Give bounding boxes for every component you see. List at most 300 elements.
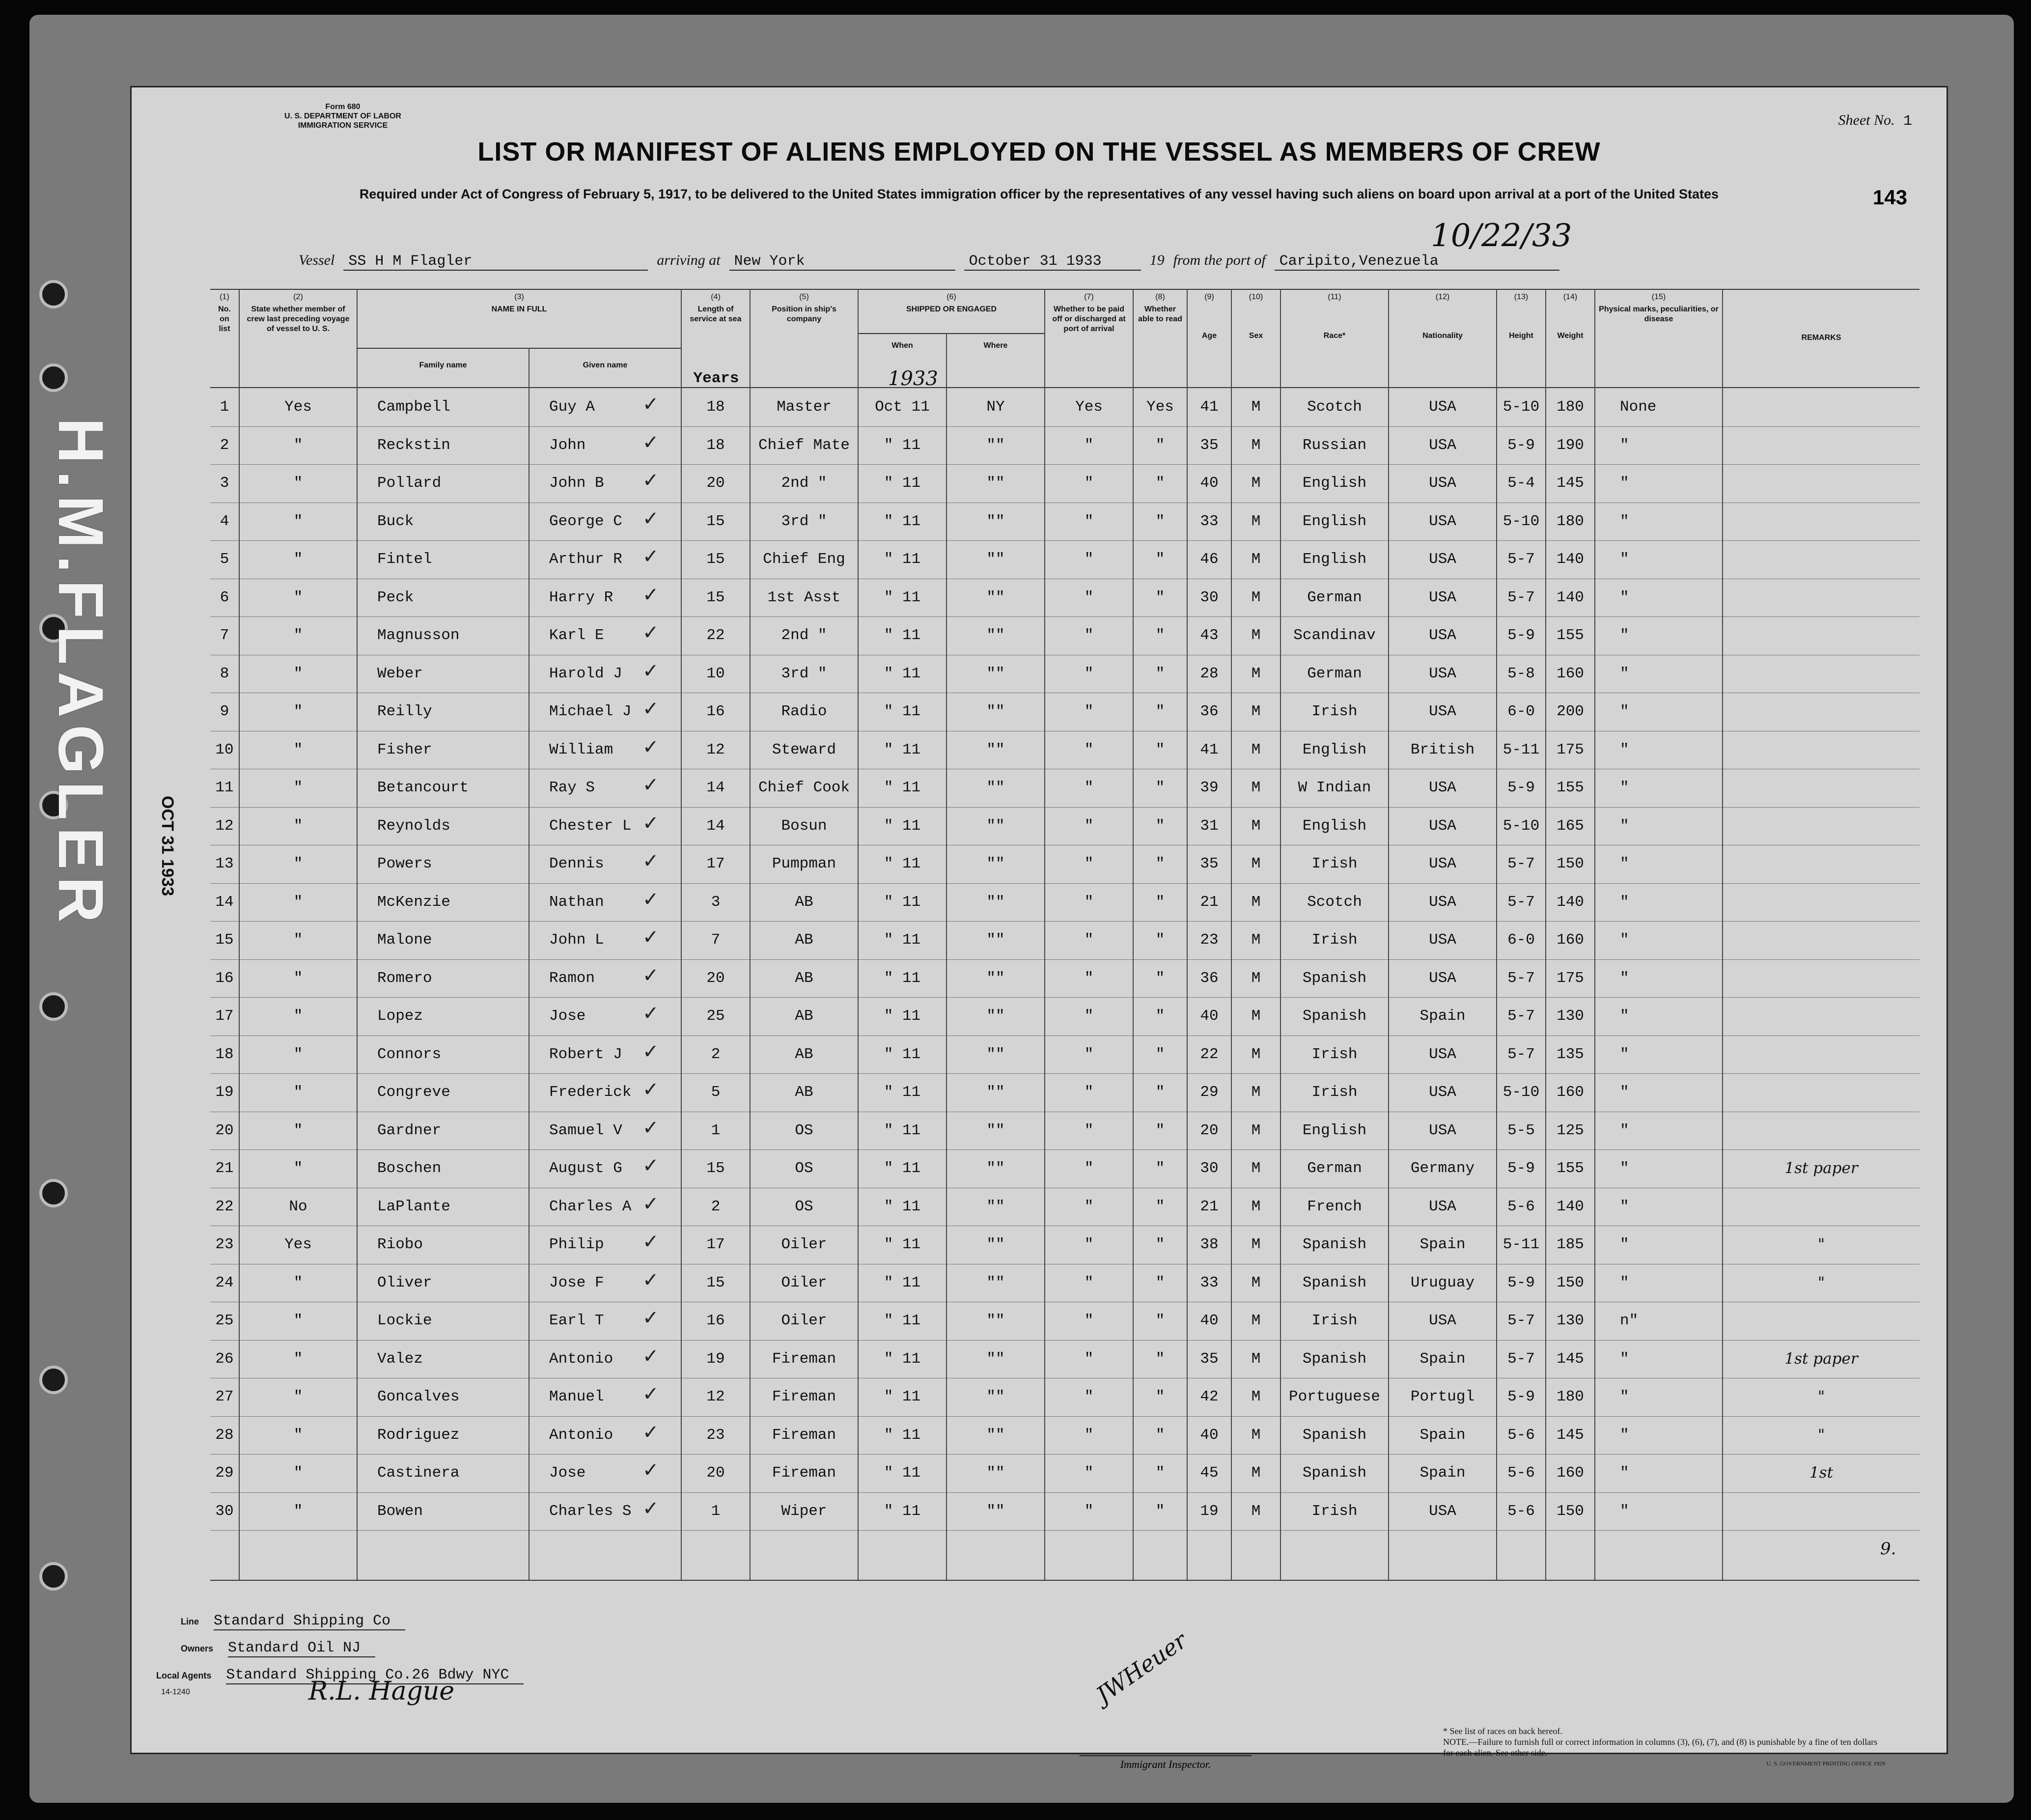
weight-cell: 135 <box>1557 1045 1584 1063</box>
crew-no-cell: 6 <box>220 588 229 606</box>
table-row <box>210 1112 1920 1150</box>
shipped-when-cell: " 11 <box>884 703 921 720</box>
handwritten-year: 1933 <box>888 367 938 390</box>
physical-marks-cell: " <box>1620 1388 1629 1405</box>
height-cell: 5-7 <box>1507 551 1535 568</box>
service-length-cell: 1 <box>711 1502 721 1520</box>
previous-voyage-cell: " <box>293 1350 303 1368</box>
remarks-cell: " <box>1817 1388 1825 1405</box>
physical-marks-cell: " <box>1620 1160 1629 1177</box>
height-cell: 5-10 <box>1502 817 1540 835</box>
position-cell: Radio <box>781 703 827 720</box>
position-cell: Fireman <box>772 1464 836 1482</box>
height-cell: 5-9 <box>1507 436 1535 454</box>
crew-no-cell: 25 <box>215 1312 234 1329</box>
paid-off-cell: " <box>1084 1426 1094 1444</box>
sex-cell: M <box>1251 779 1261 796</box>
able-to-read-cell: " <box>1155 1388 1165 1405</box>
crew-no-cell: 8 <box>220 665 229 682</box>
department-name: U. S. DEPARTMENT OF LABOR <box>284 112 401 120</box>
shipped-when-cell: " 11 <box>884 1198 921 1215</box>
age-cell: 36 <box>1200 969 1219 987</box>
weight-cell: 175 <box>1557 741 1584 758</box>
shipped-where-cell: "" <box>986 1312 1005 1329</box>
binder-hole <box>39 280 68 308</box>
shipped-where-cell: "" <box>986 551 1005 568</box>
sheet-value: 1 <box>1903 113 1912 130</box>
family-name-cell: Bowen <box>377 1502 423 1520</box>
race-cell: English <box>1302 1121 1367 1139</box>
checkmark-icon: ✓ <box>642 1383 659 1405</box>
height-cell: 5-9 <box>1507 627 1535 644</box>
sex-cell: M <box>1251 398 1261 416</box>
sex-cell: M <box>1251 512 1261 530</box>
checkmark-icon: ✓ <box>642 1307 659 1329</box>
col-rule <box>239 289 240 1581</box>
service-length-cell: 17 <box>706 855 725 872</box>
crew-no-cell: 24 <box>215 1274 234 1291</box>
table-row <box>210 845 1920 884</box>
able-to-read-cell: " <box>1155 1045 1165 1063</box>
weight-cell: 150 <box>1557 1274 1584 1291</box>
previous-voyage-cell: " <box>293 627 303 644</box>
able-to-read-cell: " <box>1155 1008 1165 1025</box>
able-to-read-cell: " <box>1155 779 1165 796</box>
able-to-read-cell: " <box>1155 551 1165 568</box>
sex-cell: M <box>1251 1084 1261 1101</box>
height-cell: 5-7 <box>1507 893 1535 911</box>
shipped-where-cell: "" <box>986 779 1005 796</box>
crew-no-cell: 14 <box>215 893 234 911</box>
given-name-cell: Jose <box>549 1008 586 1025</box>
height-cell: 5-7 <box>1507 1312 1535 1329</box>
weight-cell: 180 <box>1557 512 1584 530</box>
race-cell: Irish <box>1311 855 1358 872</box>
shipped-where-cell: "" <box>986 475 1005 492</box>
family-name-cell: Pollard <box>377 475 442 492</box>
race-cell: German <box>1307 588 1362 606</box>
paid-off-cell: " <box>1084 931 1094 949</box>
crew-no-cell: 23 <box>215 1236 234 1253</box>
col-rule <box>1594 289 1595 1581</box>
service-length-cell: 22 <box>706 627 725 644</box>
previous-voyage-cell: " <box>293 741 303 758</box>
paid-off-cell: " <box>1084 512 1094 530</box>
previous-voyage-cell: " <box>293 1121 303 1139</box>
service-length-cell: 16 <box>706 1312 725 1329</box>
service-length-cell: 15 <box>706 512 725 530</box>
race-cell: English <box>1302 551 1367 568</box>
age-cell: 33 <box>1200 1274 1219 1291</box>
checkmark-icon: ✓ <box>642 1116 659 1139</box>
col-rule <box>1496 289 1497 1581</box>
nationality-cell: Spain <box>1419 1236 1466 1253</box>
checkmark-icon: ✓ <box>642 850 659 872</box>
agent-signature: R.L. Hague <box>308 1677 455 1706</box>
paid-off-cell: " <box>1084 436 1094 454</box>
table-row <box>210 616 1920 655</box>
sheet-label: Sheet No. <box>1838 112 1895 128</box>
height-cell: 5-7 <box>1507 588 1535 606</box>
checkmark-icon: ✓ <box>642 507 659 530</box>
nationality-cell: USA <box>1429 1502 1456 1520</box>
nationality-cell: USA <box>1429 512 1456 530</box>
physical-marks-cell: None <box>1620 398 1657 416</box>
family-name-cell: Romero <box>377 969 432 987</box>
arriving-label: arriving at <box>657 252 721 268</box>
physical-marks-cell: " <box>1620 703 1629 720</box>
service-length-cell: 20 <box>706 475 725 492</box>
paid-off-cell: " <box>1084 1160 1094 1177</box>
paid-off-cell: " <box>1084 1121 1094 1139</box>
page-subtitle: Required under Act of Congress of February 5, 1917, to be delivered to the United States immigration officer by the representatives of any vessel having such aliens on board upon arrival at a port of the United States <box>359 187 1719 201</box>
nationality-cell: Uruguay <box>1410 1274 1475 1291</box>
position-cell: Oiler <box>781 1236 827 1253</box>
family-name-cell: Malone <box>377 931 432 949</box>
height-cell: 5-9 <box>1507 1388 1535 1405</box>
nationality-cell: Spain <box>1419 1464 1466 1482</box>
race-cell: Scotch <box>1307 893 1362 911</box>
crew-no-cell: 4 <box>220 512 229 530</box>
shipped-where-cell: "" <box>986 1045 1005 1063</box>
race-cell: Irish <box>1311 1312 1358 1329</box>
crew-no-cell: 12 <box>215 817 234 835</box>
age-cell: 30 <box>1200 588 1219 606</box>
previous-voyage-cell: " <box>293 1502 303 1520</box>
physical-marks-cell: " <box>1620 1198 1629 1215</box>
position-cell: AB <box>795 1008 813 1025</box>
family-name-cell: Reckstin <box>377 436 450 454</box>
checkmark-icon: ✓ <box>642 621 659 644</box>
owners-label: Owners <box>181 1644 214 1653</box>
paid-off-cell: " <box>1084 551 1094 568</box>
paid-off-cell: " <box>1084 1045 1094 1063</box>
given-name-cell: Charles A <box>549 1198 632 1215</box>
shipped-when-cell: " 11 <box>884 1045 921 1063</box>
physical-marks-cell: " <box>1620 931 1629 949</box>
shipped-when-cell: " 11 <box>884 665 921 682</box>
sex-cell: M <box>1251 1045 1261 1063</box>
height-cell: 5-7 <box>1507 1350 1535 1368</box>
sex-cell: M <box>1251 1121 1261 1139</box>
physical-marks-cell: " <box>1620 1008 1629 1025</box>
printer-credit: U. S. GOVERNMENT PRINTING OFFICE 1929 <box>1766 1760 1885 1767</box>
service-length-cell: 19 <box>706 1350 725 1368</box>
shipped-where-cell: "" <box>986 627 1005 644</box>
sex-cell: M <box>1251 627 1261 644</box>
weight-cell: 145 <box>1557 1426 1584 1444</box>
able-to-read-cell: " <box>1155 1312 1165 1329</box>
race-cell: Spanish <box>1302 1464 1367 1482</box>
crew-table <box>210 289 1920 1581</box>
nationality-cell: Germany <box>1410 1160 1475 1177</box>
paid-off-cell: " <box>1084 475 1094 492</box>
table-row <box>210 1226 1920 1264</box>
age-cell: 33 <box>1200 512 1219 530</box>
weight-cell: 175 <box>1557 969 1584 987</box>
race-cell: Spanish <box>1302 1008 1367 1025</box>
header-where: Where <box>947 333 1045 388</box>
family-name-cell: Boschen <box>377 1160 442 1177</box>
given-name-cell: Ray S <box>549 779 595 796</box>
form-identifier <box>279 102 407 130</box>
remarks-cell: 1st paper <box>1784 1349 1858 1368</box>
race-cell: Spanish <box>1302 1426 1367 1444</box>
paid-off-cell: " <box>1084 1464 1094 1482</box>
age-cell: 41 <box>1200 741 1219 758</box>
position-cell: Bosun <box>781 817 827 835</box>
agents-value: Standard Shipping Co.26 Bdwy NYC <box>226 1667 524 1684</box>
shipped-when-cell: Oct 11 <box>875 398 930 416</box>
service-length-cell: 12 <box>706 741 725 758</box>
col-rule <box>1388 289 1389 1581</box>
service-length-cell: 18 <box>706 436 725 454</box>
given-name-cell: John L <box>549 931 604 949</box>
able-to-read-cell: " <box>1155 817 1165 835</box>
crew-no-cell: 26 <box>215 1350 234 1368</box>
paid-off-cell: " <box>1084 855 1094 872</box>
nationality-cell: Spain <box>1419 1350 1466 1368</box>
shipped-when-cell: " 11 <box>884 1121 921 1139</box>
age-cell: 30 <box>1200 1160 1219 1177</box>
shipped-when-cell: " 11 <box>884 779 921 796</box>
table-row <box>210 655 1920 694</box>
col-rule <box>750 289 751 1581</box>
crew-no-cell: 15 <box>215 931 234 949</box>
previous-voyage-cell: " <box>293 1045 303 1063</box>
checkmark-icon: ✓ <box>642 888 659 911</box>
paid-off-cell: " <box>1084 893 1094 911</box>
physical-marks-cell: " <box>1620 436 1629 454</box>
paid-off-cell: " <box>1084 741 1094 758</box>
agents-label: Local Agents <box>156 1671 212 1680</box>
col-rule <box>1280 289 1281 1581</box>
col-rule <box>858 289 859 1581</box>
checkmark-icon: ✓ <box>642 583 659 606</box>
crew-no-cell: 5 <box>220 551 229 568</box>
header-position: (5) Position in ship's company <box>751 289 859 387</box>
race-cell: Russian <box>1302 436 1367 454</box>
crew-no-cell: 28 <box>215 1426 234 1444</box>
sex-cell: M <box>1251 931 1261 949</box>
weight-cell: 130 <box>1557 1008 1584 1025</box>
able-to-read-cell: " <box>1155 1160 1165 1177</box>
sex-cell: M <box>1251 817 1261 835</box>
table-row <box>210 1416 1920 1455</box>
remarks-cell: 1st <box>1809 1464 1834 1482</box>
height-cell: 5-11 <box>1502 1236 1540 1253</box>
shipped-where-cell: "" <box>986 588 1005 606</box>
binder-hole <box>39 1366 68 1394</box>
age-cell: 39 <box>1200 779 1219 796</box>
year-suffix: 19 <box>1149 252 1165 268</box>
header-name: (3) NAME IN FULL <box>491 293 547 313</box>
able-to-read-cell: " <box>1155 588 1165 606</box>
previous-voyage-cell: Yes <box>284 1236 312 1253</box>
checkmark-icon: ✓ <box>642 1002 659 1025</box>
col-rule <box>946 333 947 1581</box>
previous-voyage-cell: " <box>293 893 303 911</box>
service-length-cell: 16 <box>706 703 725 720</box>
shipped-where-cell: "" <box>986 703 1005 720</box>
able-to-read-cell: " <box>1155 741 1165 758</box>
table-row <box>210 426 1920 465</box>
position-cell: Chief Eng <box>763 551 845 568</box>
given-name-cell: Frederick <box>549 1084 632 1101</box>
nationality-cell: USA <box>1429 398 1456 416</box>
paid-off-cell: " <box>1084 665 1094 682</box>
col-rule <box>1722 289 1723 1581</box>
family-name-cell: Goncalves <box>377 1388 460 1405</box>
paid-off-cell: " <box>1084 969 1094 987</box>
given-name-cell: Guy A <box>549 398 595 416</box>
shipped-when-cell: " 11 <box>884 1084 921 1101</box>
able-to-read-cell: Yes <box>1146 398 1174 416</box>
shipped-when-cell: " 11 <box>884 1160 921 1177</box>
nationality-cell: USA <box>1429 436 1456 454</box>
binder-hole <box>39 1179 68 1207</box>
owners-value: Standard Oil NJ <box>228 1640 375 1657</box>
shipped-when-cell: " 11 <box>884 627 921 644</box>
shipped-when-cell: " 11 <box>884 893 921 911</box>
family-name-cell: Betancourt <box>377 779 469 796</box>
table-row <box>210 1264 1920 1303</box>
shipped-when-cell: " 11 <box>884 1350 921 1368</box>
position-cell: AB <box>795 931 813 949</box>
shipped-when-cell: " 11 <box>884 1502 921 1520</box>
given-name-cell: William <box>549 741 613 758</box>
position-cell: Fireman <box>772 1350 836 1368</box>
physical-marks-cell: " <box>1620 627 1629 644</box>
height-cell: 5-10 <box>1502 512 1540 530</box>
weight-cell: 165 <box>1557 817 1584 835</box>
race-cell: English <box>1302 475 1367 492</box>
shipped-where-cell: "" <box>986 1502 1005 1520</box>
checkmark-icon: ✓ <box>642 1078 659 1101</box>
header-physical-marks: (15) Physical marks, peculiarities, or disease <box>1595 289 1723 387</box>
given-name-cell: Antonio <box>549 1426 613 1444</box>
age-cell: 40 <box>1200 1312 1219 1329</box>
position-cell: 3rd " <box>781 512 827 530</box>
paid-off-cell: " <box>1084 588 1094 606</box>
page-tally: 9. <box>1880 1539 1896 1559</box>
position-cell: Chief Mate <box>758 436 850 454</box>
family-name-cell: Reilly <box>377 703 432 720</box>
position-cell: AB <box>795 1045 813 1063</box>
physical-marks-cell: " <box>1620 588 1629 606</box>
service-length-cell: 3 <box>711 893 721 911</box>
checkmark-icon: ✓ <box>642 1231 659 1253</box>
header-shipped: (6) SHIPPED OR ENGAGED <box>906 293 997 313</box>
family-name-cell: Castinera <box>377 1464 460 1482</box>
age-cell: 40 <box>1200 475 1219 492</box>
weight-cell: 130 <box>1557 1312 1584 1329</box>
previous-voyage-cell: " <box>293 855 303 872</box>
shipped-when-cell: " 11 <box>884 588 921 606</box>
height-cell: 5-9 <box>1507 1160 1535 1177</box>
previous-voyage-cell: " <box>293 931 303 949</box>
table-row <box>210 1302 1920 1341</box>
service-length-cell: 17 <box>706 1236 725 1253</box>
header-paid-off: (7) Whether to be paid off or discharged at port of arrival <box>1045 289 1134 387</box>
table-row <box>210 1036 1920 1074</box>
paid-off-cell: " <box>1084 1084 1094 1101</box>
from-label: from the port of <box>1173 252 1266 268</box>
family-name-cell: Peck <box>377 588 414 606</box>
crew-no-cell: 16 <box>215 969 234 987</box>
given-name-cell: John <box>549 436 586 454</box>
race-cell: Irish <box>1311 1084 1358 1101</box>
sex-cell: M <box>1251 1274 1261 1291</box>
position-cell: 2nd " <box>781 475 827 492</box>
nationality-cell: USA <box>1429 855 1456 872</box>
age-cell: 23 <box>1200 931 1219 949</box>
previous-voyage-cell: " <box>293 1464 303 1482</box>
race-cell: Irish <box>1311 703 1358 720</box>
table-bottom-rule <box>210 1580 1920 1581</box>
nationality-cell: USA <box>1429 779 1456 796</box>
service-length-cell: 14 <box>706 779 725 796</box>
table-row <box>210 1492 1920 1531</box>
date-stamp: OCT 31 1933 <box>158 796 177 896</box>
previous-voyage-cell: " <box>293 512 303 530</box>
paid-off-cell: " <box>1084 817 1094 835</box>
crew-no-cell: 7 <box>220 627 229 644</box>
checkmark-icon: ✓ <box>642 735 659 758</box>
able-to-read-cell: " <box>1155 931 1165 949</box>
able-to-read-cell: " <box>1155 1121 1165 1139</box>
race-cell: German <box>1307 1160 1362 1177</box>
header-service-length: (4) Length of service at sea <box>682 289 751 387</box>
age-cell: 41 <box>1200 398 1219 416</box>
age-cell: 21 <box>1200 1198 1219 1215</box>
paid-off-cell: " <box>1084 1350 1094 1368</box>
crew-no-cell: 21 <box>215 1160 234 1177</box>
nationality-cell: USA <box>1429 627 1456 644</box>
footer-note <box>1443 1726 1885 1769</box>
previous-voyage-cell: " <box>293 551 303 568</box>
sex-cell: M <box>1251 703 1261 720</box>
physical-marks-cell: " <box>1620 1084 1629 1101</box>
col-rule <box>1044 289 1045 1581</box>
crew-no-cell: 19 <box>215 1084 234 1101</box>
header-previous-voyage: (2) State whether member of crew last preceding voyage of vessel to U. S. <box>240 289 358 387</box>
header-sex: (10) Sex <box>1232 289 1281 387</box>
shipped-where-cell: "" <box>986 741 1005 758</box>
header-weight: (14) Weight <box>1546 289 1595 387</box>
physical-marks-cell: " <box>1620 551 1629 568</box>
height-cell: 5-7 <box>1507 1008 1535 1025</box>
given-name-cell: Jose <box>549 1464 586 1482</box>
able-to-read-cell: " <box>1155 1426 1165 1444</box>
header-able-to-read: (8) Whether able to read <box>1134 289 1188 387</box>
stamped-number: 143 <box>1872 186 1907 209</box>
nationality-cell: Portugl <box>1410 1388 1475 1405</box>
able-to-read-cell: " <box>1155 1350 1165 1368</box>
binder-hole <box>39 364 68 392</box>
shipped-where-cell: "" <box>986 969 1005 987</box>
table-row <box>210 693 1920 731</box>
able-to-read-cell: " <box>1155 969 1165 987</box>
given-name-cell: Samuel V <box>549 1121 622 1139</box>
sex-cell: M <box>1251 855 1261 872</box>
sex-cell: M <box>1251 1426 1261 1444</box>
shipped-where-cell: "" <box>986 665 1005 682</box>
header-given-name: Given name <box>529 348 682 388</box>
weight-cell: 140 <box>1557 1198 1584 1215</box>
service-length-cell: 20 <box>706 969 725 987</box>
col-rule <box>1545 289 1546 1581</box>
